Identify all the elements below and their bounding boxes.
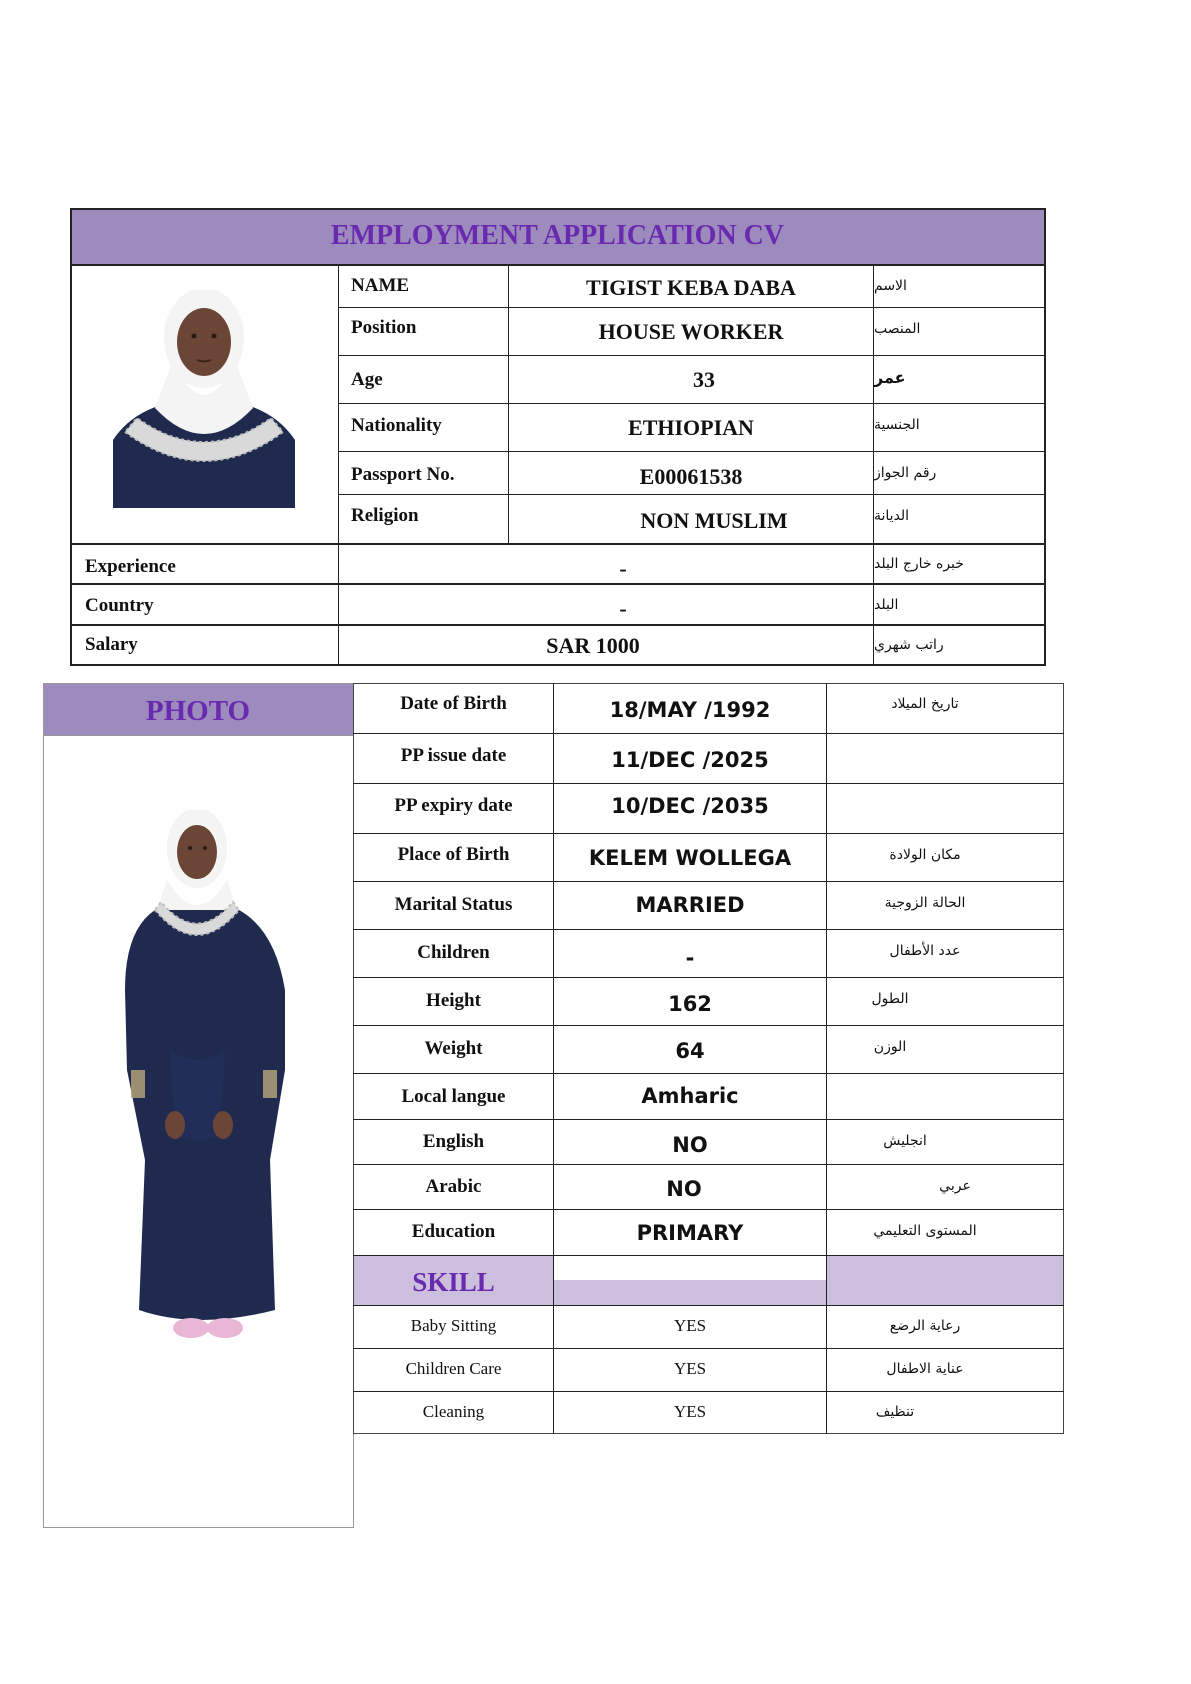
education-value: PRIMARY	[636, 1221, 744, 1245]
nationality-value: ETHIOPIAN	[628, 415, 754, 440]
skill-cleaning-label: Cleaning	[422, 1402, 485, 1421]
experience-label: Experience	[85, 556, 176, 577]
weight-value: 64	[675, 1039, 705, 1063]
arabic-label: Arabic	[425, 1176, 482, 1197]
position-label: Position	[351, 317, 417, 338]
frame-right	[1044, 208, 1046, 666]
education-arabic: المستوى التعليمي	[873, 1223, 977, 1239]
education-label: Education	[411, 1221, 496, 1242]
pp-issue-value: 11/DEC /2025	[611, 748, 769, 772]
religion-value: NON MUSLIM	[640, 508, 788, 533]
children-arabic: عدد الأطفال	[889, 943, 961, 959]
salary-value: SAR 1000	[546, 633, 640, 658]
english-arabic: انجليش	[883, 1133, 927, 1149]
skill-header: SKILL	[412, 1266, 495, 1297]
name-arabic: الاسم	[874, 278, 907, 294]
skill-baby-sitting-label: Baby Sitting	[410, 1316, 497, 1335]
age-value: 33	[693, 367, 715, 392]
skill-baby-sitting-value: YES	[673, 1316, 707, 1335]
skill-children-care-value: YES	[673, 1359, 707, 1378]
skill-children-care-arabic: عناية الاطفال	[886, 1361, 964, 1377]
position-value: HOUSE WORKER	[598, 319, 784, 344]
arabic-value: NO	[666, 1177, 702, 1201]
marital-status-label: Marital Status	[394, 894, 513, 915]
name-label: NAME	[351, 275, 410, 296]
full-body-photo	[125, 810, 295, 1355]
page-title: EMPLOYMENT APPLICATION CV	[330, 220, 785, 251]
age-arabic: عمر	[874, 367, 906, 387]
passport-label: Passport No.	[351, 464, 455, 485]
pp-expiry-arabic	[827, 784, 1063, 832]
country-value: -	[619, 596, 627, 621]
experience-arabic: خبره خارج البلد	[874, 556, 964, 572]
skill-children-care-label: Children Care	[405, 1359, 502, 1378]
arabic-arabic: عربي	[939, 1178, 971, 1194]
age-label: Age	[351, 369, 383, 390]
country-label: Country	[85, 595, 154, 616]
photo-header-line	[43, 735, 354, 736]
local-language-label: Local langue	[401, 1086, 506, 1107]
passport-value: E00061538	[639, 464, 743, 489]
salary-arabic: راتب شهري	[874, 637, 944, 653]
dob-label: Date of Birth	[400, 693, 507, 714]
children-label: Children	[417, 942, 490, 963]
pp-issue-arabic	[827, 734, 1063, 782]
marital-status-value: MARRIED	[635, 893, 745, 917]
country-arabic: البلد	[874, 597, 899, 613]
position-arabic: المنصب	[874, 321, 921, 337]
height-value: 162	[668, 992, 712, 1016]
local-language-arabic	[827, 1074, 1063, 1118]
place-of-birth-label: Place of Birth	[397, 844, 510, 865]
headshot-photo	[113, 290, 295, 508]
religion-arabic: الديانة	[874, 508, 910, 524]
nationality-label: Nationality	[351, 415, 442, 436]
height-label: Height	[426, 990, 481, 1011]
local-language-value: Amharic	[641, 1084, 739, 1108]
religion-label: Religion	[351, 505, 419, 526]
marital-status-arabic: الحالة الزوجية	[884, 895, 966, 911]
english-value: NO	[672, 1133, 708, 1157]
photo-header: PHOTO	[145, 694, 251, 727]
name-value: TIGIST KEBA DABA	[586, 275, 796, 300]
passport-arabic: رقم الجواز	[874, 465, 937, 481]
dob-arabic: تاريخ الميلاد	[891, 696, 959, 712]
english-label: English	[422, 1131, 485, 1152]
children-value: -	[685, 946, 695, 970]
pp-issue-label: PP issue date	[400, 745, 507, 766]
height-arabic: الطول	[871, 991, 909, 1007]
salary-label: Salary	[85, 634, 138, 655]
dob-value: 18/MAY /1992	[609, 698, 771, 722]
place-of-birth-value: KELEM WOLLEGA	[588, 846, 792, 870]
frame-top	[70, 208, 1046, 210]
skill-baby-sitting-arabic: رعاية الرضع	[889, 1318, 961, 1334]
pp-expiry-label: PP expiry date	[394, 795, 513, 816]
skill-header-right-bg	[827, 1256, 1063, 1305]
skill-header-mid-bg	[554, 1280, 826, 1305]
experience-value: -	[619, 556, 627, 581]
skill-cleaning-value: YES	[673, 1402, 707, 1421]
weight-arabic: الوزن	[873, 1039, 907, 1055]
place-of-birth-arabic: مكان الولادة	[889, 847, 961, 863]
nationality-arabic: الجنسية	[874, 417, 920, 433]
skill-cleaning-arabic: تنظيف	[875, 1404, 915, 1420]
pp-expiry-value: 10/DEC /2035	[611, 794, 769, 818]
weight-label: Weight	[424, 1038, 483, 1059]
